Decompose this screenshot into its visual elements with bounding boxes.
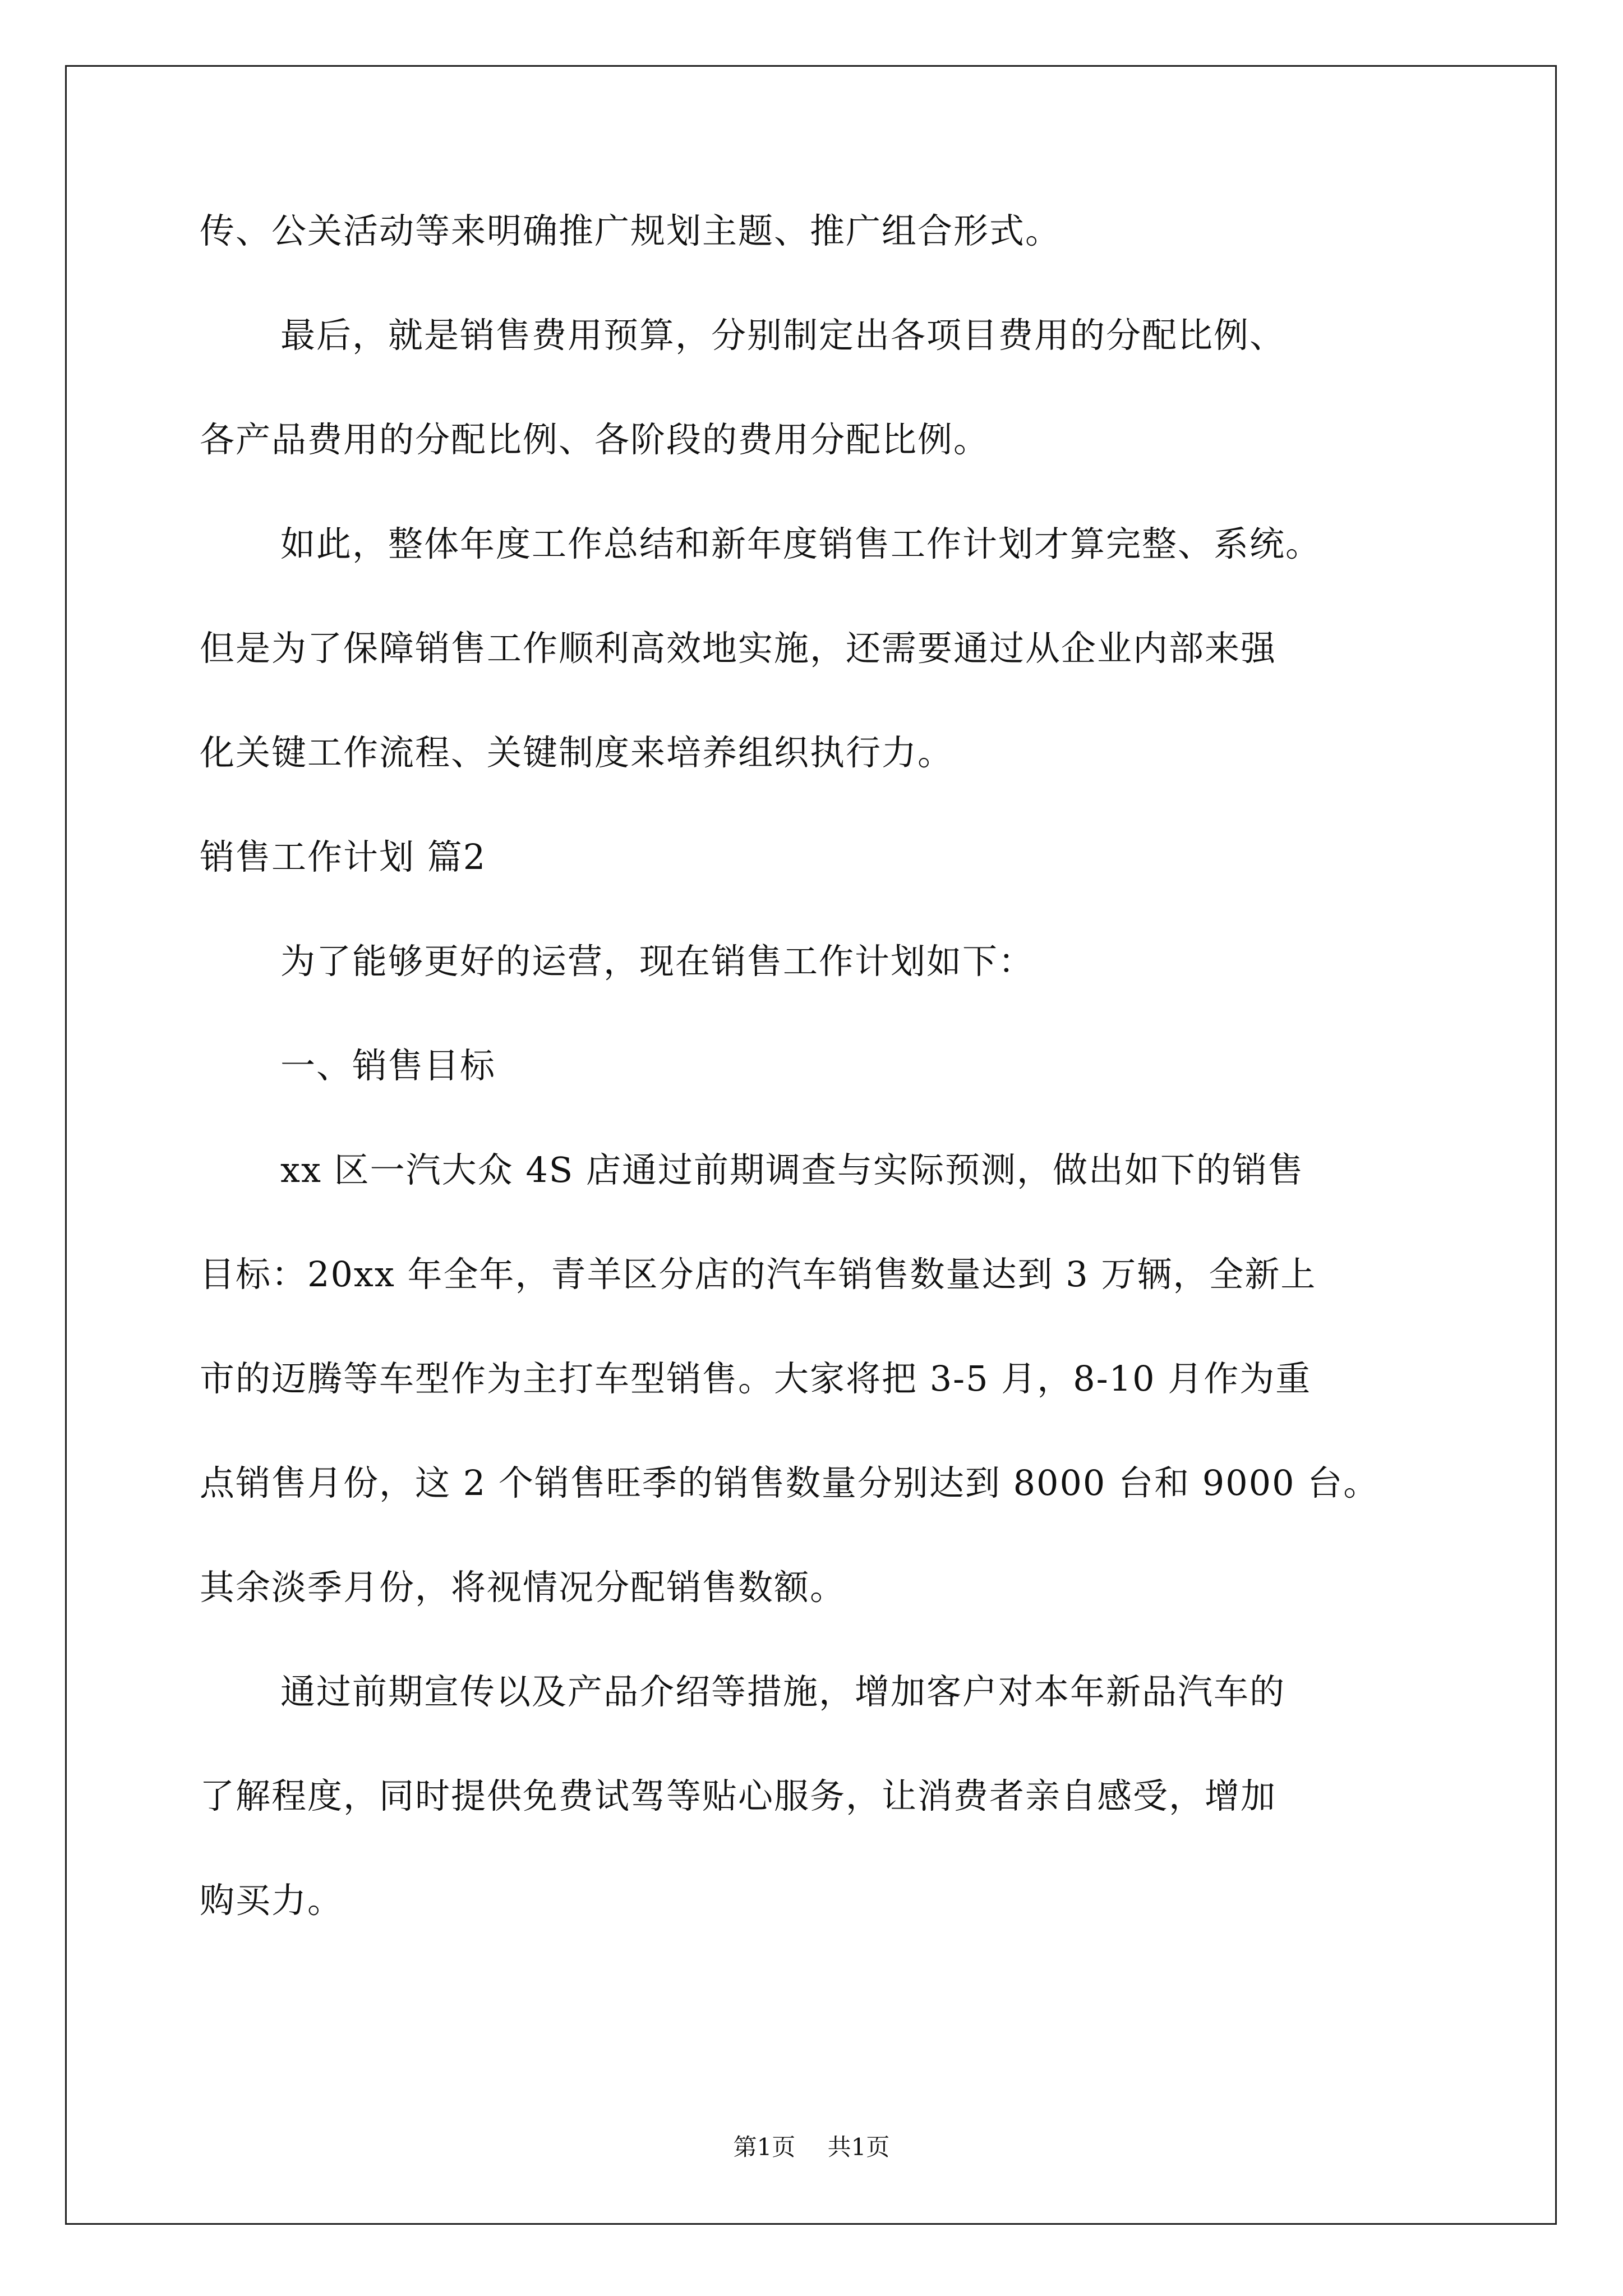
text-line: 点销售月份，这 2 个销售旺季的销售数量分别达到 8000 台和 9000 台。 (200, 1462, 1380, 1503)
text-line: 为了能够更好的运营，现在销售工作计划如下： (280, 941, 1035, 982)
text-line: 最后，就是销售费用预算，分别制定出各项目费用的分配比例、 (280, 315, 1286, 356)
text-line: 各产品费用的分配比例、各阶段的费用分配比例。 (200, 419, 990, 460)
text-line: 其余淡季月份，将视情况分配销售数额。 (200, 1567, 846, 1608)
text-line: 但是为了保障销售工作顺利高效地实施，还需要通过从企业内部来强 (200, 628, 1277, 669)
text-line: 购买力。 (200, 1880, 344, 1921)
page-number: 第1页 (733, 2133, 796, 2161)
text-line: xx 区一汽大众 4S 店通过前期调查与实际预测，做出如下的销售 (280, 1149, 1304, 1190)
text-line: 市的迈腾等车型作为主打车型销售。大家将把 3-5 月，8-10 月作为重 (200, 1358, 1312, 1399)
subsection-heading: 一、销售目标 (280, 1045, 496, 1086)
text-line: 传、公关活动等来明确推广规划主题、推广组合形式。 (200, 210, 1062, 251)
page-total: 共1页 (827, 2133, 890, 2161)
text-line: 目标：20xx 年全年，青羊区分店的汽车销售数量达到 3 万辆，全新上 (200, 1254, 1317, 1295)
text-line: 化关键工作流程、关键制度来培养组织执行力。 (200, 732, 954, 773)
page-footer (0, 2132, 1623, 2163)
text-line: 了解程度，同时提供免费试驾等贴心服务，让消费者亲自感受，增加 (200, 1775, 1277, 1816)
text-line: 通过前期宣传以及产品介绍等措施，增加客户对本年新品汽车的 (280, 1671, 1286, 1712)
section-heading: 销售工作计划 篇2 (200, 836, 487, 877)
text-line: 如此，整体年度工作总结和新年度销售工作计划才算完整、系统。 (280, 523, 1322, 564)
